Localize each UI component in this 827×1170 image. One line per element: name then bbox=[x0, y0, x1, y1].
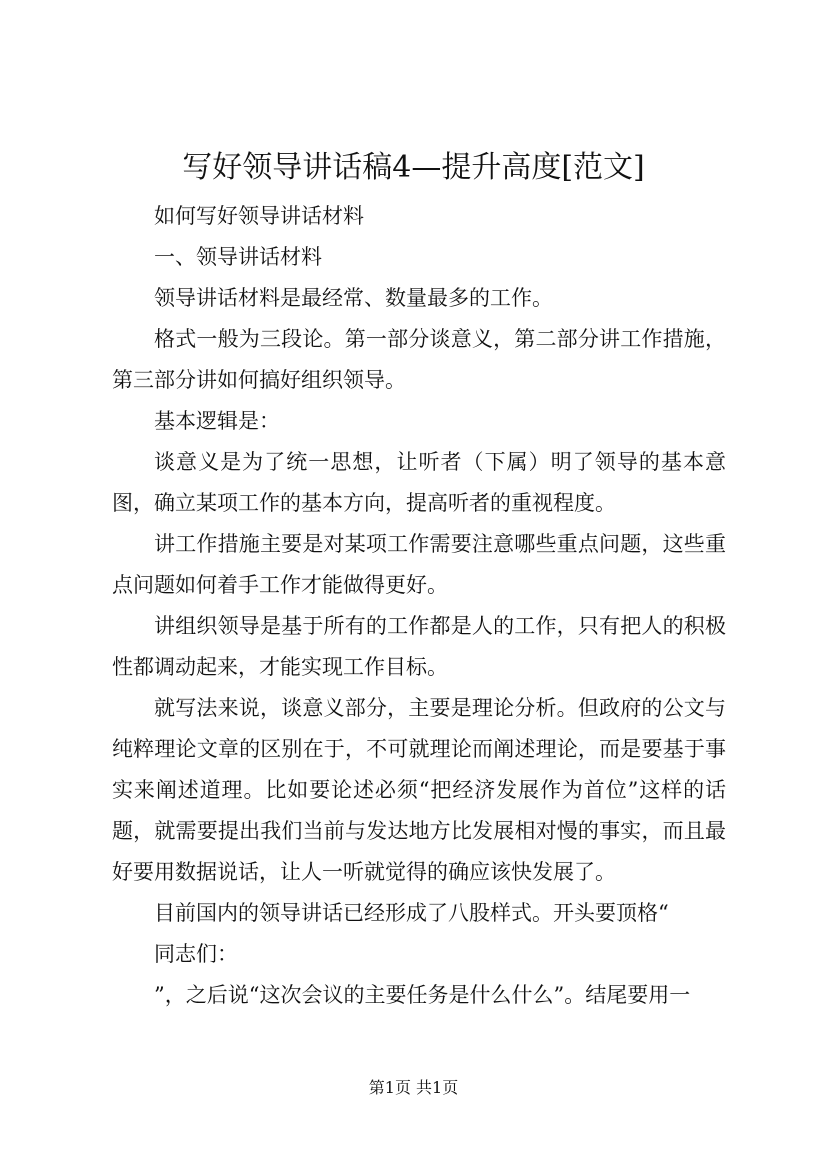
paragraph: 基本逻辑是： bbox=[154, 409, 280, 433]
paragraph: 就写法来说，谈意义部分，主要是理论分析。但政府的公文与纯粹理论文章的区别在于，不可就理论而阐述理论，而是要基于事实来阐述道理。比如要论述必须“把经济发展作为首位”这样的话题，就需要提出我们当前与发达地方比发展相对慢的事实，而且最好要用数据说话，让人一听就觉得的确应该快发展了。 bbox=[112, 696, 726, 884]
paragraph: 领导讲话材料是最经常、数量最多的工作。 bbox=[154, 286, 553, 310]
paragraph: 一、领导讲话材料 bbox=[154, 245, 322, 269]
document-title: 写好领导讲话稿4—提升高度[范文] bbox=[182, 150, 645, 185]
paragraph: 同志们： bbox=[154, 942, 238, 966]
paragraph: 格式一般为三段论。第一部分谈意义，第二部分讲工作措施，第三部分讲如何搞好组织领导。 bbox=[112, 327, 726, 392]
paragraph: 目前国内的领导讲话已经形成了八股样式。开头要顶格“ bbox=[154, 901, 669, 925]
paragraph: 讲组织领导是基于所有的工作都是人的工作，只有把人的积极性都调动起来，才能实现工作目标。 bbox=[112, 614, 726, 679]
paragraph: 谈意义是为了统一思想，让听者（下属）明了领导的基本意图，确立某项工作的基本方向，提高听者的重视程度。 bbox=[112, 450, 726, 515]
document-body bbox=[112, 196, 726, 1016]
paragraph: ”，之后说“这次会议的主要任务是什么什么”。结尾要用一 bbox=[154, 983, 691, 1007]
paragraph: 讲工作措施主要是对某项工作需要注意哪些重点问题，这些重点问题如何着手工作才能做得更好。 bbox=[112, 532, 726, 597]
paragraph: 如何写好领导讲话材料 bbox=[154, 204, 364, 228]
page-footer: 第1页 共1页 bbox=[368, 1078, 459, 1097]
